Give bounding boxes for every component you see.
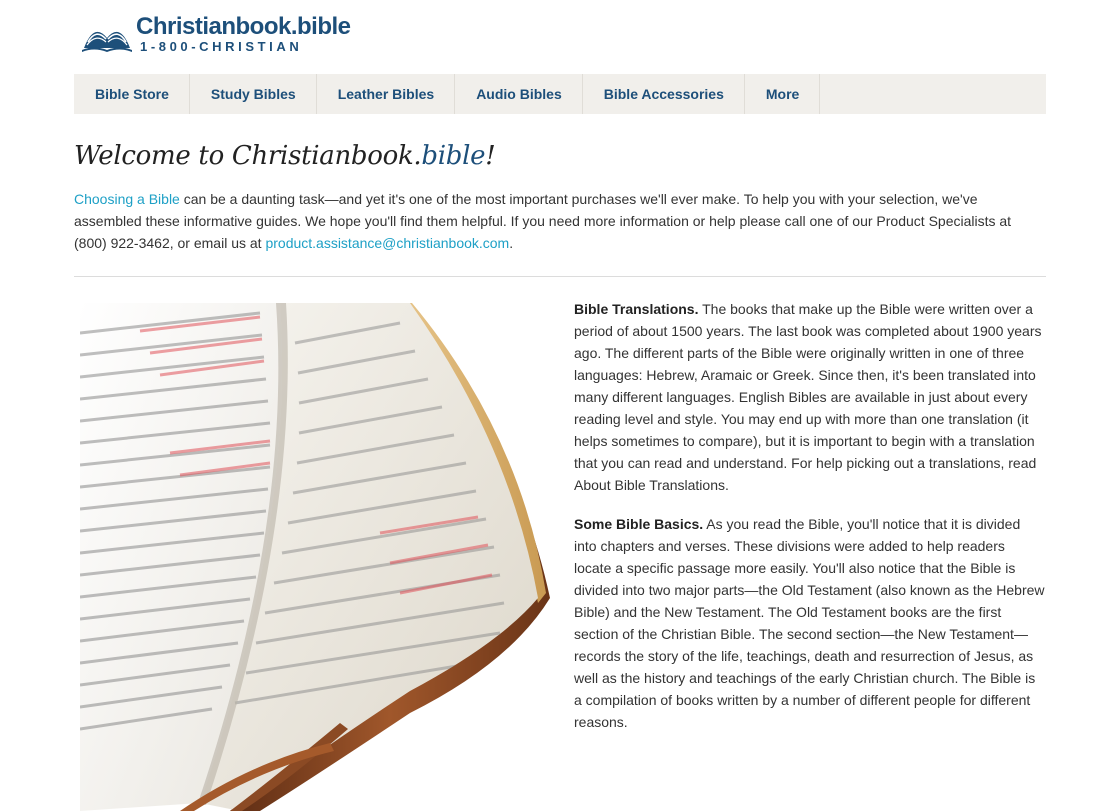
- intro-paragraph: [74, 188, 1042, 254]
- section-title: Some Bible Basics.: [574, 516, 704, 532]
- intro-text: can be a daunting task—and yet it's one of the most important purchases we'll ever make. To help you with your selection, we've assembled these informative guides. We hope you'll find them helpful. If you need more information or help please call one of our Product Specialists at (800) 922-3462, or email us at: [74, 191, 1012, 251]
- section-body: As you read the Bible, you'll notice that it is divided into chapters and verses. These divisions were added to help readers locate a specific passage more easily. You'll also notice that the Bible is divided into two major parts—the Old Testament (also known as the Hebrew Bible) and the New Testament. The Old Testament books are the first section of the Christian Bible. The second section—the New Testament—records the story of the life, teachings, death and resurrection of Jesus, as well as the history and teachings of the early Christian church. The Bible is a compilation of books written by a number of different people for different reasons.: [574, 516, 1045, 730]
- section-bible-basics: [574, 513, 1046, 733]
- nav-item-audio-bibles[interactable]: Audio Bibles: [455, 74, 583, 114]
- email-link[interactable]: product.assistance@christianbook.com: [265, 235, 510, 251]
- section-divider: [74, 276, 1046, 277]
- section-title: Bible Translations.: [574, 301, 699, 317]
- section-bible-translations: [574, 298, 1046, 496]
- main-nav: [74, 74, 1046, 114]
- site-logo[interactable]: [80, 14, 351, 54]
- nav-item-leather-bibles[interactable]: Leather Bibles: [317, 74, 455, 114]
- brand-name: Christianbook.bible: [136, 13, 351, 40]
- open-book-logo-icon: [80, 18, 134, 54]
- open-bible-image: [80, 303, 550, 811]
- title-suffix: !: [485, 141, 496, 171]
- page-title: [74, 141, 495, 171]
- logo-text: [136, 14, 351, 54]
- open-bible-illustration: [80, 303, 550, 811]
- section-body: The books that make up the Bible were written over a period of about 1500 years. The last book was completed about 1900 years ago. The different parts of the Bible were originally written in one of three languages: Hebrew, Aramaic or Greek. Since then, it's been translated into many different languages. English Bibles are available in just about every reading level and style. You may end up with more than one translation (it helps sometimes to compare), but it is important to begin with a translation that you can read and understand. For help picking out a translations, read About Bible Translations.: [574, 301, 1042, 493]
- nav-item-study-bibles[interactable]: Study Bibles: [190, 74, 317, 114]
- nav-item-bible-store[interactable]: Bible Store: [74, 74, 190, 114]
- intro-end: .: [509, 235, 514, 251]
- content-column: [574, 298, 1046, 750]
- nav-item-more[interactable]: More: [745, 74, 820, 114]
- brand-phone: 1-800-CHRISTIAN: [140, 39, 303, 54]
- title-prefix: Welcome to Christianbook.: [74, 141, 422, 171]
- nav-item-bible-accessories[interactable]: Bible Accessories: [583, 74, 745, 114]
- choosing-a-bible-link[interactable]: Choosing a Bible: [74, 191, 180, 207]
- title-accent: bible: [421, 141, 486, 171]
